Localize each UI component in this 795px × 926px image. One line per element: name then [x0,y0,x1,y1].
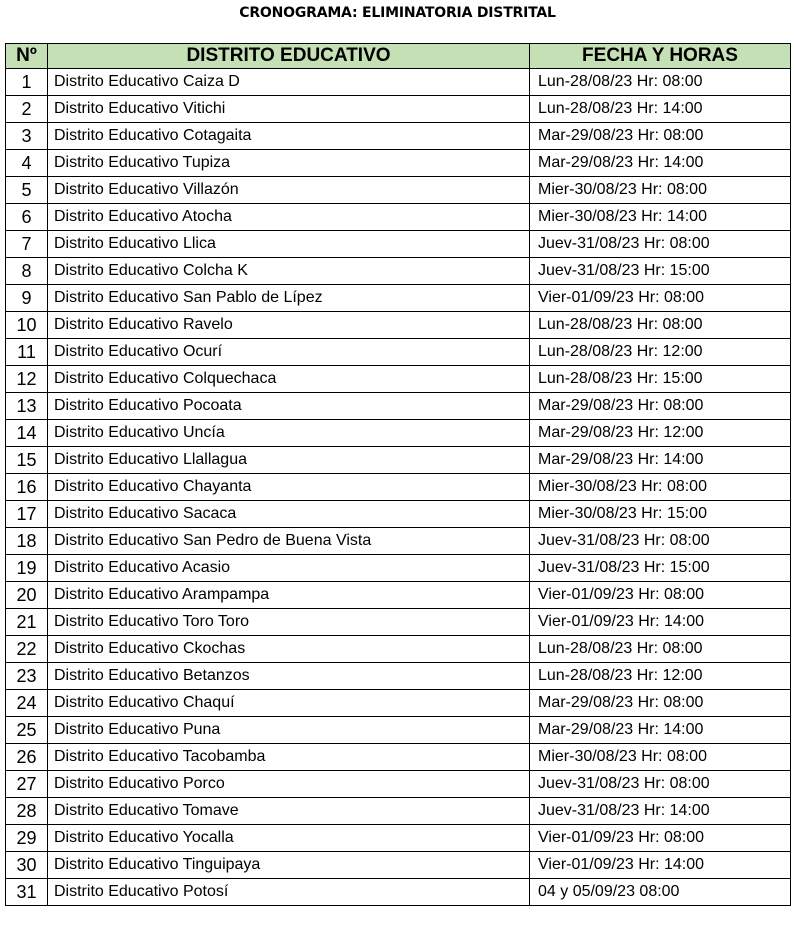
row-number: 22 [6,636,48,663]
table-row [6,771,791,798]
row-number: 2 [6,96,48,123]
table-row [6,393,791,420]
table-row [6,798,791,825]
table-row [6,744,791,771]
schedule-date: Mier-30/08/23 Hr: 08:00 [530,177,791,204]
schedule-date: Lun-28/08/23 Hr: 08:00 [530,69,791,96]
row-number: 28 [6,798,48,825]
district-name: Distrito Educativo Porco [48,771,530,798]
district-name: Distrito Educativo Colcha K [48,258,530,285]
schedule-date: Vier-01/09/23 Hr: 14:00 [530,609,791,636]
row-number: 25 [6,717,48,744]
schedule-date: Mar-29/08/23 Hr: 14:00 [530,150,791,177]
row-number: 24 [6,690,48,717]
schedule-date: Juev-31/08/23 Hr: 15:00 [530,258,791,285]
table-row [6,204,791,231]
row-number: 29 [6,825,48,852]
row-number: 6 [6,204,48,231]
schedule-date: Lun-28/08/23 Hr: 14:00 [530,96,791,123]
district-name: Distrito Educativo Tomave [48,798,530,825]
district-name: Distrito Educativo Cotagaita [48,123,530,150]
schedule-date: Mar-29/08/23 Hr: 08:00 [530,393,791,420]
row-number: 13 [6,393,48,420]
schedule-date: Juev-31/08/23 Hr: 14:00 [530,798,791,825]
table-row [6,177,791,204]
row-number: 7 [6,231,48,258]
schedule-date: Vier-01/09/23 Hr: 08:00 [530,582,791,609]
table-row [6,366,791,393]
district-name: Distrito Educativo Yocalla [48,825,530,852]
row-number: 10 [6,312,48,339]
table-row [6,528,791,555]
row-number: 23 [6,663,48,690]
district-name: Distrito Educativo Arampampa [48,582,530,609]
table-row [6,663,791,690]
row-number: 9 [6,285,48,312]
table-row [6,69,791,96]
table-row [6,690,791,717]
district-name: Distrito Educativo Vitichi [48,96,530,123]
district-name: Distrito Educativo Acasio [48,555,530,582]
schedule-table [5,43,791,906]
district-name: Distrito Educativo Caiza D [48,69,530,96]
table-row [6,258,791,285]
schedule-date: Mar-29/08/23 Hr: 14:00 [530,717,791,744]
district-name: Distrito Educativo Pocoata [48,393,530,420]
schedule-date: Mar-29/08/23 Hr: 14:00 [530,447,791,474]
district-name: Distrito Educativo Ravelo [48,312,530,339]
table-row [6,852,791,879]
table-row [6,150,791,177]
schedule-date: Lun-28/08/23 Hr: 08:00 [530,312,791,339]
district-name: Distrito Educativo Colquechaca [48,366,530,393]
schedule-date: Juev-31/08/23 Hr: 08:00 [530,771,791,798]
table-row [6,717,791,744]
district-name: Distrito Educativo Chayanta [48,474,530,501]
district-name: Distrito Educativo Llica [48,231,530,258]
table-row [6,555,791,582]
district-name: Distrito Educativo Ocurí [48,339,530,366]
district-name: Distrito Educativo Sacaca [48,501,530,528]
row-number: 11 [6,339,48,366]
district-name: Distrito Educativo Tacobamba [48,744,530,771]
table-row [6,582,791,609]
district-name: Distrito Educativo Tupiza [48,150,530,177]
table-header-row [6,44,791,69]
schedule-date: Mier-30/08/23 Hr: 14:00 [530,204,791,231]
row-number: 14 [6,420,48,447]
schedule-date: 04 y 05/09/23 08:00 [530,879,791,906]
schedule-date: Juev-31/08/23 Hr: 08:00 [530,231,791,258]
district-name: Distrito Educativo Chaquí [48,690,530,717]
row-number: 12 [6,366,48,393]
district-name: Distrito Educativo San Pablo de Lípez [48,285,530,312]
table-row [6,474,791,501]
row-number: 18 [6,528,48,555]
table-row [6,231,791,258]
table-row [6,312,791,339]
table-row [6,447,791,474]
table-row [6,609,791,636]
schedule-date: Lun-28/08/23 Hr: 15:00 [530,366,791,393]
row-number: 4 [6,150,48,177]
district-name: Distrito Educativo Atocha [48,204,530,231]
header-date: FECHA Y HORAS [530,44,791,69]
district-name: Distrito Educativo Betanzos [48,663,530,690]
schedule-date: Vier-01/09/23 Hr: 14:00 [530,852,791,879]
schedule-date: Mar-29/08/23 Hr: 08:00 [530,123,791,150]
schedule-date: Vier-01/09/23 Hr: 08:00 [530,825,791,852]
schedule-date: Juev-31/08/23 Hr: 15:00 [530,555,791,582]
schedule-date: Mier-30/08/23 Hr: 08:00 [530,744,791,771]
schedule-date: Mar-29/08/23 Hr: 08:00 [530,690,791,717]
header-district: DISTRITO EDUCATIVO [48,44,530,69]
table-row [6,96,791,123]
table-row [6,501,791,528]
district-name: Distrito Educativo Ckochas [48,636,530,663]
district-name: Distrito Educativo Toro Toro [48,609,530,636]
schedule-date: Mier-30/08/23 Hr: 15:00 [530,501,791,528]
row-number: 27 [6,771,48,798]
district-name: Distrito Educativo Puna [48,717,530,744]
district-name: Distrito Educativo Uncía [48,420,530,447]
district-name: Distrito Educativo Villazón [48,177,530,204]
schedule-date: Mier-30/08/23 Hr: 08:00 [530,474,791,501]
row-number: 26 [6,744,48,771]
row-number: 5 [6,177,48,204]
row-number: 19 [6,555,48,582]
row-number: 31 [6,879,48,906]
row-number: 16 [6,474,48,501]
header-number: Nº [6,44,48,69]
table-row [6,339,791,366]
district-name: Distrito Educativo Tinguipaya [48,852,530,879]
district-name: Distrito Educativo Potosí [48,879,530,906]
table-row [6,825,791,852]
row-number: 1 [6,69,48,96]
row-number: 21 [6,609,48,636]
schedule-date: Mar-29/08/23 Hr: 12:00 [530,420,791,447]
row-number: 20 [6,582,48,609]
table-row [6,285,791,312]
table-body [6,69,791,906]
district-name: Distrito Educativo San Pedro de Buena Vista [48,528,530,555]
table-row [6,879,791,906]
schedule-date: Lun-28/08/23 Hr: 12:00 [530,663,791,690]
row-number: 30 [6,852,48,879]
page-title: CRONOGRAMA: ELIMINATORIA DISTRITAL [239,5,556,21]
table-row [6,420,791,447]
schedule-date: Lun-28/08/23 Hr: 12:00 [530,339,791,366]
table-row [6,636,791,663]
row-number: 3 [6,123,48,150]
schedule-date: Vier-01/09/23 Hr: 08:00 [530,285,791,312]
district-name: Distrito Educativo Llallagua [48,447,530,474]
table-row [6,123,791,150]
row-number: 8 [6,258,48,285]
schedule-date: Juev-31/08/23 Hr: 08:00 [530,528,791,555]
row-number: 17 [6,501,48,528]
row-number: 15 [6,447,48,474]
schedule-date: Lun-28/08/23 Hr: 08:00 [530,636,791,663]
